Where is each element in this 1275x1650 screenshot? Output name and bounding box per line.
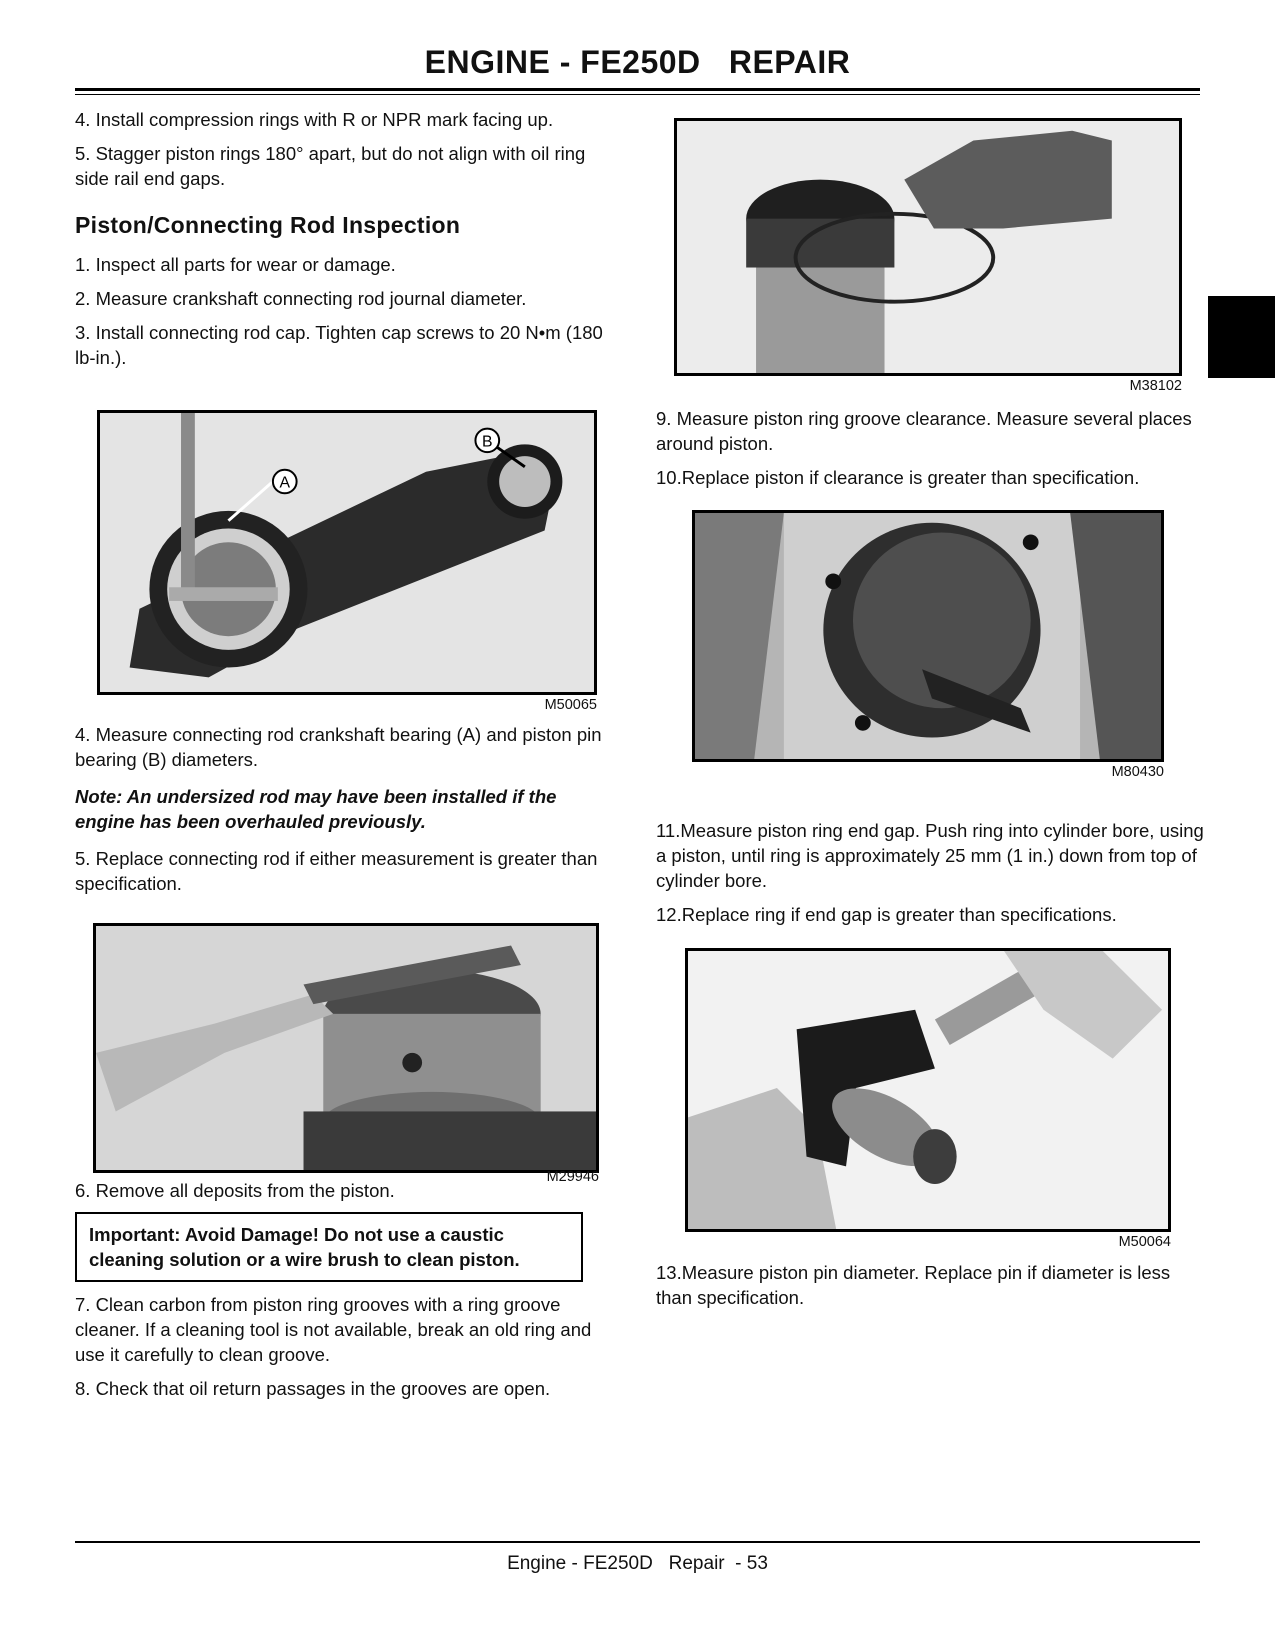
step-5-stagger-rings: 5. Stagger piston rings 180° apart, but do not align with oil ring side rail end gaps. bbox=[75, 143, 586, 189]
footer-rule bbox=[75, 1541, 1200, 1543]
figure-connecting-rod-image bbox=[97, 410, 597, 695]
left-column-mid bbox=[75, 722, 620, 905]
figure-caption: M38102 bbox=[1129, 378, 1182, 394]
section-heading: Piston/Connecting Rod Inspection bbox=[75, 212, 461, 238]
right-column-bottom bbox=[656, 1260, 1211, 1319]
callout-b-label: B bbox=[482, 433, 493, 451]
figure-caption: M50065 bbox=[544, 697, 597, 713]
step-5-replace-rod: 5. Replace connecting rod if either measurement is greater than specification. bbox=[75, 848, 598, 894]
figure-caption: M29946 bbox=[546, 1169, 599, 1185]
header-rule bbox=[75, 88, 1200, 91]
left-column bbox=[75, 107, 620, 379]
figure-caption: M80430 bbox=[1111, 764, 1164, 780]
step-6-remove-deposits: 6. Remove all deposits from the piston. bbox=[75, 1180, 395, 1201]
important-notice: Important: Avoid Damage! Do not use a caustic cleaning solution or a wire brush to clean piston. bbox=[75, 1212, 583, 1282]
figure-end-gap-image bbox=[692, 510, 1164, 762]
step-13-pin-diameter: 13.Measure piston pin diameter. Replace pin if diameter is less than specification. bbox=[656, 1262, 1171, 1308]
header-rule-thin bbox=[75, 94, 1200, 95]
page-title: ENGINE - FE250D REPAIR bbox=[424, 44, 851, 80]
section-tab-marker bbox=[1208, 296, 1275, 378]
step-10-replace-piston: 10.Replace piston if clearance is greater than specification. bbox=[656, 467, 1140, 488]
step-3-install-cap: 3. Install connecting rod cap. Tighten cap screws to 20 N•m (180 lb-in.). bbox=[75, 322, 603, 368]
step-11-end-gap: 11.Measure piston ring end gap. Push ring into cylinder bore, using a piston, until ring is approximately 25 mm (1 in.) down from top of cylinder bore. bbox=[656, 820, 1204, 891]
figure-piston-pin-image bbox=[685, 948, 1171, 1232]
figure-caption: M50064 bbox=[1118, 1234, 1171, 1250]
step-4-measure-bearings: 4. Measure connecting rod crankshaft bearing (A) and piston pin bearing (B) diameters. bbox=[75, 724, 602, 770]
right-column-mid bbox=[656, 818, 1211, 936]
step-1-inspect: 1. Inspect all parts for wear or damage. bbox=[75, 254, 396, 275]
left-column-bottom bbox=[75, 1178, 620, 1410]
figure-ring-install-image bbox=[674, 118, 1182, 376]
page-footer: Engine - FE250D Repair - 53 bbox=[507, 1553, 768, 1574]
callout-a-label: A bbox=[279, 474, 291, 492]
figure-ring-groove-image bbox=[93, 923, 599, 1173]
step-9-groove-clearance: 9. Measure piston ring groove clearance. Measure several places around piston. bbox=[656, 408, 1192, 454]
step-8-check-passages: 8. Check that oil return passages in the grooves are open. bbox=[75, 1378, 551, 1399]
step-12-replace-ring: 12.Replace ring if end gap is greater than specifications. bbox=[656, 904, 1117, 925]
note-undersized-rod: Note: An undersized rod may have been installed if the engine has been overhauled previously. bbox=[75, 786, 557, 832]
step-4-install-rings: 4. Install compression rings with R or NPR mark facing up. bbox=[75, 109, 554, 130]
right-column-top bbox=[656, 406, 1211, 499]
step-7-clean-grooves: 7. Clean carbon from piston ring grooves with a ring groove cleaner. If a cleaning tool is not available, break an old ring and use it carefully to clean groove. bbox=[75, 1294, 592, 1365]
step-2-measure-journal: 2. Measure crankshaft connecting rod journal diameter. bbox=[75, 288, 527, 309]
